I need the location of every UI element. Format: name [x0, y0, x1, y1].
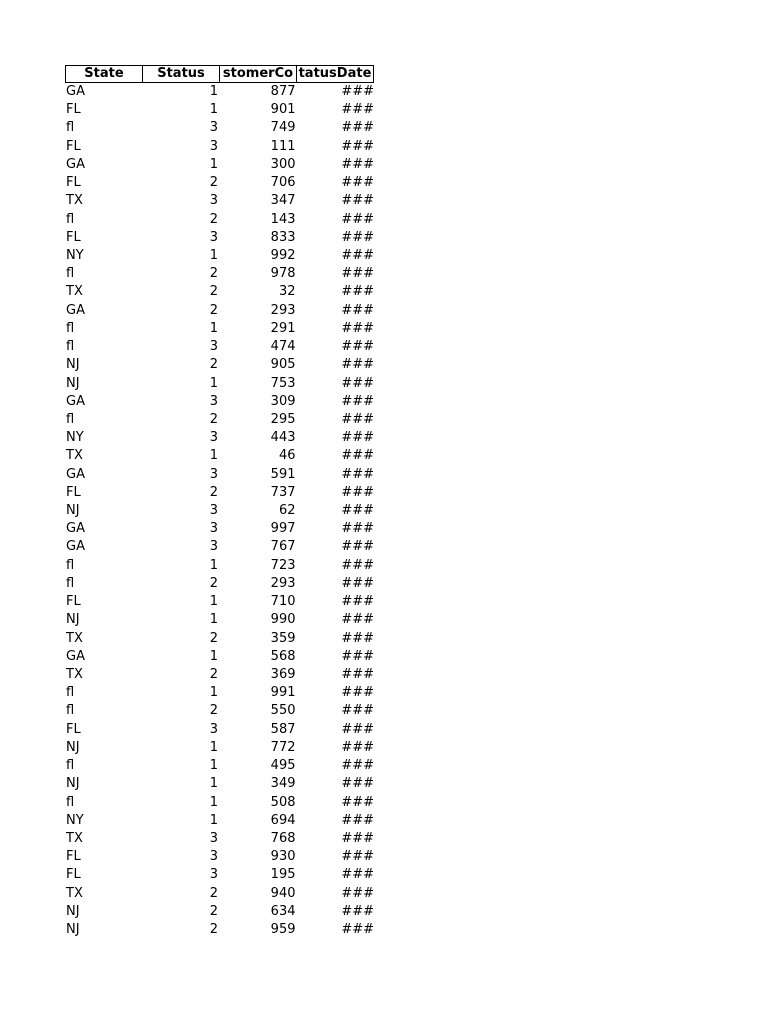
- customer-count-cell: 997: [270, 521, 296, 537]
- state-cell: fl: [66, 411, 75, 427]
- status-cell: 1: [209, 247, 218, 263]
- status-cell: 1: [209, 557, 218, 573]
- status-cell: 1: [209, 758, 218, 774]
- status-date-cell: ###: [341, 648, 374, 664]
- table-row: [65, 921, 375, 939]
- status-date-cell: ###: [341, 211, 374, 227]
- customer-count-cell: 359: [270, 630, 296, 646]
- customer-count-cell: 295: [270, 411, 296, 427]
- table-row: [65, 338, 375, 356]
- customer-count-cell: 300: [270, 156, 296, 172]
- customer-count-cell: 195: [270, 867, 296, 883]
- status-date-cell: ###: [341, 393, 374, 409]
- status-date-cell: ###: [341, 175, 374, 191]
- table-row: [65, 721, 375, 739]
- table-row: [65, 192, 375, 210]
- status-cell: 3: [209, 521, 218, 537]
- status-date-cell: ###: [341, 594, 374, 610]
- customer-count-cell: 111: [270, 138, 296, 154]
- table-row: [65, 648, 375, 666]
- customer-count-cell: 833: [270, 229, 296, 245]
- status-cell: 2: [209, 575, 218, 591]
- table-row: [65, 520, 375, 538]
- state-cell: NY: [66, 812, 84, 828]
- status-cell: 3: [209, 539, 218, 555]
- status-cell: 2: [209, 667, 218, 682]
- status-cell: 3: [209, 193, 218, 209]
- table-row: [65, 174, 375, 192]
- state-cell: TX: [66, 885, 83, 901]
- status-cell: 2: [209, 266, 218, 282]
- status-date-cell: ###: [341, 84, 374, 99]
- table-row: [65, 757, 375, 775]
- status-date-cell: ###: [341, 612, 374, 628]
- status-date-cell: ###: [341, 138, 374, 154]
- status-cell: 2: [209, 903, 218, 919]
- state-cell: fl: [66, 703, 75, 719]
- customer-count-cell: 959: [270, 922, 296, 938]
- customer-count-cell: 508: [270, 794, 296, 810]
- table-row: [65, 684, 375, 702]
- state-cell: fl: [66, 557, 75, 573]
- status-cell: 3: [209, 466, 218, 482]
- state-cell: fl: [66, 120, 75, 136]
- table-row: [65, 265, 375, 283]
- state-cell: FL: [66, 102, 81, 118]
- customer-count-cell: 143: [270, 211, 296, 227]
- table-row: [65, 484, 375, 502]
- status-cell: 1: [209, 84, 218, 99]
- status-date-cell: ###: [341, 156, 374, 172]
- state-cell: GA: [66, 648, 85, 664]
- status-date-cell: ###: [341, 357, 374, 373]
- state-cell: NY: [66, 247, 84, 263]
- status-cell: 2: [209, 211, 218, 227]
- status-date-cell: ###: [341, 867, 374, 883]
- state-cell: NJ: [66, 357, 80, 373]
- state-cell: GA: [66, 539, 85, 555]
- status-date-cell: ###: [341, 521, 374, 537]
- status-date-cell: ###: [341, 630, 374, 646]
- status-cell: 2: [209, 630, 218, 646]
- status-cell: 1: [209, 102, 218, 118]
- state-cell: fl: [66, 320, 75, 336]
- spreadsheet: [65, 65, 375, 939]
- state-cell: NJ: [66, 922, 80, 938]
- status-date-cell: ###: [341, 794, 374, 810]
- table-row: [65, 630, 375, 648]
- state-cell: FL: [66, 594, 81, 610]
- status-date-cell: ###: [341, 339, 374, 355]
- table-row: [65, 848, 375, 866]
- table-row: [65, 375, 375, 393]
- header-row: [65, 65, 375, 83]
- state-cell: TX: [66, 193, 83, 209]
- status-cell: 1: [209, 612, 218, 628]
- table-row: [65, 885, 375, 903]
- state-cell: TX: [66, 830, 83, 846]
- customer-count-cell: 990: [270, 612, 296, 628]
- customer-count-cell: 991: [270, 685, 296, 701]
- column-header-customer-count: stomerCo: [219, 65, 297, 83]
- table-body: [65, 83, 375, 939]
- status-date-cell: ###: [341, 557, 374, 573]
- state-cell: GA: [66, 393, 85, 409]
- customer-count-cell: 347: [270, 193, 296, 209]
- status-date-cell: ###: [341, 484, 374, 500]
- state-cell: NJ: [66, 503, 80, 519]
- table-row: [65, 775, 375, 793]
- customer-count-cell: 634: [270, 903, 296, 919]
- customer-count-cell: 568: [270, 648, 296, 664]
- table-row: [65, 575, 375, 593]
- table-row: [65, 593, 375, 611]
- state-cell: NJ: [66, 776, 80, 792]
- status-date-cell: ###: [341, 120, 374, 136]
- table-row: [65, 557, 375, 575]
- column-header-status-date: tatusDate: [296, 65, 374, 83]
- status-date-cell: ###: [341, 284, 374, 300]
- state-cell: fl: [66, 266, 75, 282]
- state-cell: NJ: [66, 612, 80, 628]
- status-date-cell: ###: [341, 229, 374, 245]
- status-date-cell: ###: [341, 922, 374, 938]
- status-cell: 1: [209, 156, 218, 172]
- customer-count-cell: 591: [270, 466, 296, 482]
- status-date-cell: ###: [341, 758, 374, 774]
- status-cell: 3: [209, 339, 218, 355]
- customer-count-cell: 369: [270, 667, 296, 682]
- customer-count-cell: 737: [270, 484, 296, 500]
- status-cell: 2: [209, 922, 218, 938]
- column-header-status: Status: [142, 65, 220, 83]
- table-row: [65, 739, 375, 757]
- status-date-cell: ###: [341, 885, 374, 901]
- status-date-cell: ###: [341, 703, 374, 719]
- state-cell: fl: [66, 794, 75, 810]
- table-row: [65, 83, 375, 101]
- state-cell: FL: [66, 867, 81, 883]
- table-row: [65, 356, 375, 374]
- status-cell: 2: [209, 357, 218, 373]
- status-date-cell: ###: [341, 849, 374, 865]
- status-date-cell: ###: [341, 266, 374, 282]
- state-cell: FL: [66, 138, 81, 154]
- status-date-cell: ###: [341, 430, 374, 446]
- status-date-cell: ###: [341, 411, 374, 427]
- table-row: [65, 502, 375, 520]
- status-cell: 2: [209, 703, 218, 719]
- status-cell: 1: [209, 812, 218, 828]
- status-cell: 2: [209, 284, 218, 300]
- customer-count-cell: 767: [270, 539, 296, 555]
- table-row: [65, 138, 375, 156]
- status-cell: 1: [209, 375, 218, 391]
- state-cell: TX: [66, 284, 83, 300]
- status-date-cell: ###: [341, 776, 374, 792]
- table-row: [65, 283, 375, 301]
- table-row: [65, 320, 375, 338]
- customer-count-cell: 550: [270, 703, 296, 719]
- state-cell: TX: [66, 630, 83, 646]
- customer-count-cell: 768: [270, 830, 296, 846]
- table-row: [65, 866, 375, 884]
- state-cell: NJ: [66, 739, 80, 755]
- customer-count-cell: 992: [270, 247, 296, 263]
- customer-count-cell: 293: [270, 575, 296, 591]
- status-date-cell: ###: [341, 448, 374, 464]
- state-cell: TX: [66, 667, 83, 682]
- state-cell: FL: [66, 229, 81, 245]
- customer-count-cell: 753: [270, 375, 296, 391]
- status-cell: 1: [209, 685, 218, 701]
- status-cell: 3: [209, 849, 218, 865]
- status-cell: 2: [209, 411, 218, 427]
- table-row: [65, 702, 375, 720]
- table-row: [65, 429, 375, 447]
- state-cell: fl: [66, 211, 75, 227]
- table-row: [65, 302, 375, 320]
- customer-count-cell: 443: [270, 430, 296, 446]
- status-cell: 2: [209, 885, 218, 901]
- table-row: [65, 447, 375, 465]
- status-cell: 1: [209, 320, 218, 336]
- status-cell: 3: [209, 138, 218, 154]
- state-cell: NY: [66, 430, 84, 446]
- status-date-cell: ###: [341, 685, 374, 701]
- table-row: [65, 830, 375, 848]
- customer-count-cell: 930: [270, 849, 296, 865]
- customer-count-cell: 587: [270, 721, 296, 737]
- status-date-cell: ###: [341, 247, 374, 263]
- state-cell: FL: [66, 484, 81, 500]
- customer-count-cell: 706: [270, 175, 296, 191]
- customer-count-cell: 901: [270, 102, 296, 118]
- table-row: [65, 119, 375, 137]
- customer-count-cell: 772: [270, 739, 296, 755]
- status-cell: 1: [209, 794, 218, 810]
- status-date-cell: ###: [341, 466, 374, 482]
- status-date-cell: ###: [341, 830, 374, 846]
- customer-count-cell: 46: [278, 448, 296, 464]
- status-cell: 3: [209, 393, 218, 409]
- status-date-cell: ###: [341, 539, 374, 555]
- status-date-cell: ###: [341, 302, 374, 318]
- customer-count-cell: 62: [278, 503, 296, 519]
- status-date-cell: ###: [341, 320, 374, 336]
- status-cell: 2: [209, 302, 218, 318]
- status-date-cell: ###: [341, 812, 374, 828]
- state-cell: NJ: [66, 903, 80, 919]
- state-cell: GA: [66, 84, 85, 99]
- state-cell: GA: [66, 302, 85, 318]
- customer-count-cell: 877: [270, 84, 296, 99]
- customer-count-cell: 940: [270, 885, 296, 901]
- status-cell: 1: [209, 648, 218, 664]
- status-cell: 1: [209, 739, 218, 755]
- status-date-cell: ###: [341, 193, 374, 209]
- state-cell: GA: [66, 156, 85, 172]
- table-row: [65, 229, 375, 247]
- table-row: [65, 101, 375, 119]
- table-row: [65, 903, 375, 921]
- customer-count-cell: 978: [270, 266, 296, 282]
- table-row: [65, 794, 375, 812]
- status-date-cell: ###: [341, 503, 374, 519]
- customer-count-cell: 723: [270, 557, 296, 573]
- status-cell: 3: [209, 229, 218, 245]
- table-row: [65, 156, 375, 174]
- status-cell: 2: [209, 175, 218, 191]
- state-cell: FL: [66, 721, 81, 737]
- table-row: [65, 538, 375, 556]
- status-cell: 3: [209, 503, 218, 519]
- state-cell: TX: [66, 448, 83, 464]
- table-row: [65, 211, 375, 229]
- customer-count-cell: 349: [270, 776, 296, 792]
- state-cell: fl: [66, 339, 75, 355]
- customer-count-cell: 32: [278, 284, 296, 300]
- customer-count-cell: 694: [270, 812, 296, 828]
- status-date-cell: ###: [341, 667, 374, 682]
- status-cell: 1: [209, 594, 218, 610]
- status-cell: 1: [209, 776, 218, 792]
- status-cell: 3: [209, 867, 218, 883]
- state-cell: fl: [66, 758, 75, 774]
- state-cell: fl: [66, 575, 75, 591]
- status-date-cell: ###: [341, 102, 374, 118]
- status-date-cell: ###: [341, 575, 374, 591]
- status-date-cell: ###: [341, 739, 374, 755]
- status-cell: 3: [209, 721, 218, 737]
- table-row: [65, 812, 375, 830]
- table-row: [65, 247, 375, 265]
- state-cell: NJ: [66, 375, 80, 391]
- customer-count-cell: 749: [270, 120, 296, 136]
- state-cell: FL: [66, 175, 81, 191]
- table-row: [65, 393, 375, 411]
- table-row: [65, 611, 375, 629]
- status-cell: 2: [209, 484, 218, 500]
- state-cell: GA: [66, 521, 85, 537]
- table-row: [65, 411, 375, 429]
- customer-count-cell: 710: [270, 594, 296, 610]
- state-cell: fl: [66, 685, 75, 701]
- customer-count-cell: 293: [270, 302, 296, 318]
- status-cell: 3: [209, 430, 218, 446]
- status-cell: 3: [209, 120, 218, 136]
- status-date-cell: ###: [341, 375, 374, 391]
- customer-count-cell: 291: [270, 320, 296, 336]
- customer-count-cell: 474: [270, 339, 296, 355]
- state-cell: GA: [66, 466, 85, 482]
- status-cell: 3: [209, 830, 218, 846]
- customer-count-cell: 905: [270, 357, 296, 373]
- customer-count-cell: 495: [270, 758, 296, 774]
- table-row: [65, 466, 375, 484]
- column-header-state: State: [65, 65, 143, 83]
- status-cell: 1: [209, 448, 218, 464]
- customer-count-cell: 309: [270, 393, 296, 409]
- status-date-cell: ###: [341, 903, 374, 919]
- state-cell: FL: [66, 849, 81, 865]
- status-date-cell: ###: [341, 721, 374, 737]
- table-row: [65, 666, 375, 684]
